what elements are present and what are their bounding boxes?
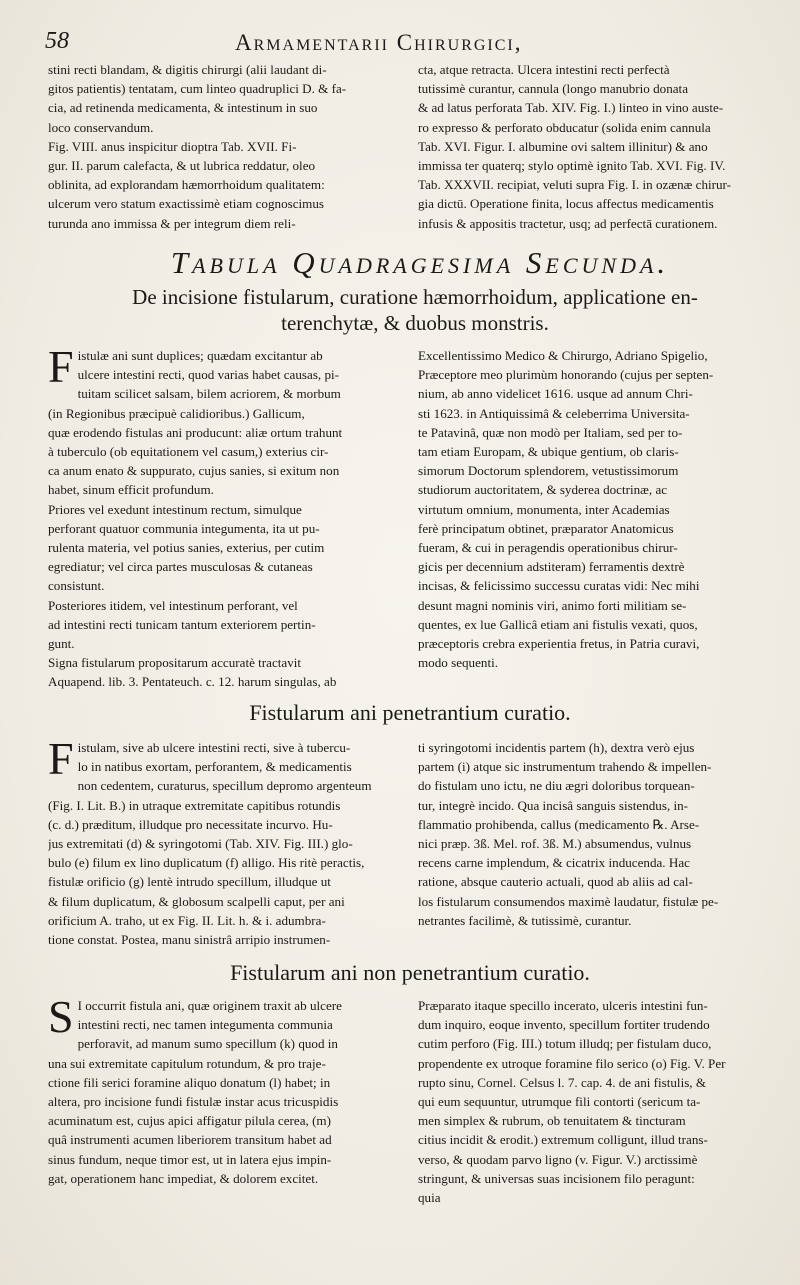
text-line: qui eum sequuntur, utrumque fili contorti (sericum ta- xyxy=(418,1094,701,1110)
text-line: ca anum enato & suppurato, cujus sanies, si exitum non xyxy=(48,463,340,479)
text-line: ratione, absque cauterio actuali, quod ab aliis ad cal- xyxy=(418,874,693,890)
text-line: consistunt. xyxy=(48,578,105,594)
text-line: I occurrit fistula ani, quæ originem traxit ab ulcere xyxy=(77,998,342,1013)
text-line: studiorum auctoritatem, & syderea doctrinæ, ac xyxy=(418,482,668,498)
text-line: rupto sinu, Cornel. Celsus l. 7. cap. 4. de ani fistulis, & xyxy=(418,1074,707,1090)
subtitle-line-1: De incisione fistularum, curatione hæmorrhoidum, applicatione en- xyxy=(132,285,698,309)
text-line: Excellentissimo Medico & Chirurgo, Adriano Spigelio, xyxy=(418,348,708,363)
text-line: infusis & appositis tractetur, usq; ad perfectā curationem. xyxy=(418,215,718,231)
text-line: (Fig. I. Lit. B.) in utraque extremitate capitibus rotundis xyxy=(48,797,341,813)
text-line: nium, ab anno videlicet 1616. usque ad annum Chri- xyxy=(418,386,693,402)
text-line: Præparato itaque specillo incerato, ulceris intestini fun- xyxy=(418,998,708,1013)
text-line: rulenta materia, vel potius sanies, exterius, per cutim xyxy=(48,540,325,556)
text-line: ti syringotomi incidentis partem (h), dextra verò ejus xyxy=(418,740,695,755)
text-line: oblinita, ad explorandam hæmorrhoidum qualitatem: xyxy=(48,177,325,193)
text-line: perforant quatuor communia integumenta, ita ut pu- xyxy=(48,520,320,536)
text-line: cutim perforo (Fig. III.) totum illudq; per fistulam duco, xyxy=(418,1036,712,1052)
text-line: (in Regionibus præcipuè calidioribus.) Gallicum, xyxy=(48,405,305,421)
text-line: Tab. XVI. Figur. I. albumine ovi saltem illinitur) & ano xyxy=(418,138,708,154)
section2-left-column xyxy=(48,991,398,1188)
text-line: ad intestini recti tunicam tantum exteriorem pertin- xyxy=(48,616,316,632)
text-line: quia xyxy=(418,1190,441,1206)
text-line: (c. d.) præditum, illudque pro necessitate incurvo. Hu- xyxy=(48,816,333,832)
text-line: te Patavinâ, quæ non modò per Italiam, sed per to- xyxy=(418,424,683,440)
text-line: gunt. xyxy=(48,636,75,652)
text-line: fueram, & cui in peragendis operationibus chirur- xyxy=(418,540,678,556)
running-header xyxy=(45,18,785,62)
section-heading-non-penetrating: Fistularum ani non penetrantium curatio. xyxy=(230,960,590,985)
text-line: stringunt, & universas suas incisionem filo peragunt: xyxy=(418,1170,695,1186)
text-line: los fistularum consumendos maximè laudatur, fistulæ pe- xyxy=(418,893,719,909)
text-line: virtutum omnium, monumenta, inter Academias xyxy=(418,501,670,517)
intro-left-column xyxy=(48,341,398,692)
text-line: sinus fundum, neque timor est, ut in latera ejus impin- xyxy=(48,1151,332,1167)
text-line: bulo (e) filum ex lino duplicatum (f) alligo. His ritè peractis, xyxy=(48,855,365,871)
text-line: turunda ano immissa & per integrum diem reli- xyxy=(48,215,296,231)
plate-subtitle xyxy=(65,284,765,336)
text-line: men simplex & rubrum, ob tenuitatem & tincturam xyxy=(418,1113,686,1129)
text-line: & filum duplicatum, & globosum scalpelli caput, per ani xyxy=(48,893,345,909)
text-line: istulæ ani sunt duplices; quædam excitantur ab xyxy=(77,348,323,363)
text-line: non cedentem, curaturus, specillum depromo argenteum xyxy=(77,778,372,794)
drop-cap: F xyxy=(48,733,74,784)
subtitle-line-2: terenchytæ, & duobus monstris. xyxy=(281,311,549,335)
section2-right-column xyxy=(418,996,774,1207)
text-line: lo in natibus exortam, perforantem, & medicamentis xyxy=(77,759,352,775)
text-line: sti 1623. in Antiquissimâ & celeberrima Universita- xyxy=(418,405,690,421)
text-line: partem (i) atque sic instrumentum trahendo & impellen- xyxy=(418,759,712,775)
text-line: quentes, ex lue Gallicâ etiam ani fistulis vexati, quos, xyxy=(418,616,698,632)
text-line: simorum Doctorum splendorem, vetustissimorum xyxy=(418,463,679,479)
text-line: recens carne implendum, & cicatrix inducenda. Hac xyxy=(418,855,690,871)
text-line: gicis per decennium adstiteram) ferramentis dextrè xyxy=(418,559,685,575)
drop-cap: S xyxy=(48,991,74,1042)
text-line: stini recti blandam, & digitis chirurgi (alii laudant di- xyxy=(48,62,327,77)
section-heading-penetrating: Fistularum ani penetrantium curatio. xyxy=(249,700,571,725)
text-line: cia, ad retinenda medicamenta, & intestinum in suo xyxy=(48,100,318,116)
text-line: tur, integrè incido. Qua incisâ sanguis sistendus, in- xyxy=(418,797,689,813)
text-line: fistulæ orificio (g) lentè intrudo specillum, illudque ut xyxy=(48,874,331,890)
text-line: perforavit, ad manum sumo specillum (k) quod in xyxy=(77,1036,338,1052)
text-line: ro expresso & perforato obducatur (solida enim cannula xyxy=(418,119,711,135)
text-line: netrantes facilimè, & tutissimè, curantur. xyxy=(418,912,632,928)
text-line: verso, & quodam parvo ligno (v. Figur. V.) arctissimè xyxy=(418,1151,698,1167)
intro-right-column xyxy=(418,346,774,672)
text-line: Fig. VIII. anus inspicitur dioptra Tab. XVII. Fi- xyxy=(48,138,297,154)
text-line: à tuberculo (ob equitationem vel casum,) exterius cir- xyxy=(48,444,329,460)
text-line: Præceptore meo plurimùm honorando (cujus per septen- xyxy=(418,367,714,383)
page-number: 58 xyxy=(45,28,69,54)
text-line: & ad latus perforata Tab. XIV. Fig. I.) linteo in vino auste- xyxy=(418,100,724,116)
text-line: habet, sinum efficit profundum. xyxy=(48,482,214,498)
text-line: ferè principatum obtinet, præparator Anatomicus xyxy=(418,520,674,536)
text-line: gia dictū. Operatione finita, locus affectus medicamentis xyxy=(418,196,714,212)
text-line: immissa ter quaterq; stylo optimè ignito Tab. XVI. Fig. IV. xyxy=(418,158,726,174)
drop-cap: F xyxy=(48,341,74,392)
text-line: gitos patientis) tentatam, cum linteo quadruplici D. & fa- xyxy=(48,81,347,97)
text-line: altera, pro incisione fundi fistulæ instar acus tricuspidis xyxy=(48,1094,339,1110)
text-line: una sui extremitate capitulum rotundum, & pro traje- xyxy=(48,1055,326,1071)
text-line: loco conservandum. xyxy=(48,119,154,135)
text-line: ulcere intestini recti, quod varias habet causas, pi- xyxy=(77,367,340,383)
text-line: tam etiam Europam, & ubique gentium, ob claris- xyxy=(418,444,679,460)
top-right-column xyxy=(418,60,770,233)
top-left-column xyxy=(48,60,398,233)
plate-title: Tabula Quadragesima Secunda. xyxy=(170,245,670,280)
text-line: dum inquiro, eoque invento, specillum fortiter trudendo xyxy=(418,1017,710,1033)
text-line: citius incidit & erodit.) extremum colligunt, illud trans- xyxy=(418,1132,708,1148)
text-line: quâ instrumenti acumen liberiorem transitum habet ad xyxy=(48,1132,332,1148)
text-line: intestini recti, nec tamen integumenta communia xyxy=(77,1017,333,1033)
text-line: cta, atque retracta. Ulcera intestini recti perfectà xyxy=(418,62,670,77)
text-line: flammatio prohibenda, callus (medicamento ℞. Arse- xyxy=(418,816,700,832)
text-line: egrediatur; vel circa partes musculosas & cutaneas xyxy=(48,559,313,575)
text-line: ctione fili serici foramine aliquo donatum (l) habet; in xyxy=(48,1074,331,1090)
text-line: Tab. XXXVII. recipiat, veluti supra Fig. I. in ozænæ chirur- xyxy=(418,177,731,193)
text-line: jus extremitati (d) & syringotomi (Tab. XIV. Fig. III.) glo- xyxy=(48,836,353,852)
text-line: istulam, sive ab ulcere intestini recti, sive à tubercu- xyxy=(77,740,351,755)
section1-left-column xyxy=(48,733,398,949)
text-line: propendente ex utroque foramine filo serico (o) Fig. V. Per xyxy=(418,1055,726,1071)
text-line: præceptoris crebra experientia fretus, in Patria curavi, xyxy=(418,636,700,652)
section1-right-column xyxy=(418,738,774,930)
text-line: acuminatum est, cujus apici affigatur pilula cerea, (m) xyxy=(48,1113,331,1129)
text-line: gat, operationem hanc impediat, & dolorem excitet. xyxy=(48,1170,319,1186)
text-line: modo sequenti. xyxy=(418,655,499,671)
text-line: Signa fistularum propositarum accuratè tractavit xyxy=(48,655,302,671)
text-line: incisas, & felicissimo successu curatas vidi: Nec mihi xyxy=(418,578,700,594)
text-line: nici præp. 3ß. Mel. rof. 3ß. M.) absumendus, vulnus xyxy=(418,836,692,852)
text-line: Aquapend. lib. 3. Pentateuch. c. 12. harum singulas, ab xyxy=(48,674,337,690)
text-line: quæ erodendo fistulas ani producunt: aliæ ortum trahunt xyxy=(48,424,343,440)
text-line: ulcerum vero statum exactissimè etiam cognoscimus xyxy=(48,196,324,212)
text-line: gur. II. parum calefacta, & ut lubrica reddatur, oleo xyxy=(48,158,316,174)
text-line: tutissimè curantur, cannula (longo manubrio donata xyxy=(418,81,689,97)
text-line: Priores vel exedunt intestinum rectum, simulque xyxy=(48,501,302,517)
text-line: orificium A. traho, ut ex Fig. II. Lit. h. & i. adumbra- xyxy=(48,912,326,928)
text-line: Posteriores itidem, vel intestinum perforant, vel xyxy=(48,597,298,613)
text-line: do fistulam uno ictu, ne diu ægri doloribus torquean- xyxy=(418,778,695,794)
running-title: Armamentarii Chirurgici, xyxy=(235,30,523,55)
text-line: desunt magni nominis viri, animo forti militiam se- xyxy=(418,597,687,613)
text-line: tione constat. Postea, manu sinistrâ arripio instrumen- xyxy=(48,932,331,948)
text-line: tuitam scilicet salsam, bilem acriorem, & morbum xyxy=(77,386,341,402)
